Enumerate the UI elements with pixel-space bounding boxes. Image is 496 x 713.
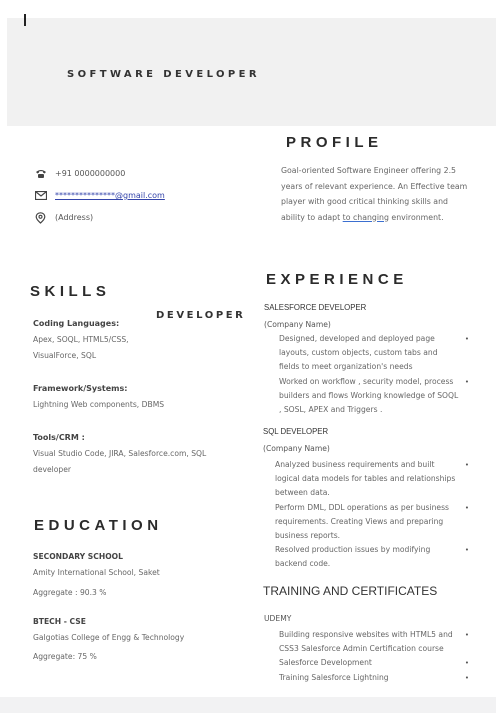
bullet-dot: • xyxy=(464,335,469,343)
contact-email-row xyxy=(34,190,165,201)
skill-group-text: Visual Studio Code, JIRA, Salesforce.com, SQL developer xyxy=(33,449,207,474)
bullet-dot: • xyxy=(464,631,469,639)
education-heading: EDUCATION xyxy=(34,517,163,534)
education-degree: BTECH - CSE xyxy=(33,617,86,626)
list-item xyxy=(275,543,469,571)
education-school: Amity International School, Saket xyxy=(33,568,160,577)
training-org: UDEMY xyxy=(264,614,292,623)
contact-address-row xyxy=(34,212,93,223)
bullet-text: Resolved production issues by modifying backend code. xyxy=(275,545,431,569)
training-list xyxy=(279,628,469,685)
list-item xyxy=(279,628,469,656)
role-bullets xyxy=(275,458,469,572)
bullet-dot: • xyxy=(464,673,469,682)
training-item-text: Building responsive websites with HTML5 and CSS3 Salesforce Admin Certification course xyxy=(279,630,453,654)
bullet-text: Worked on workflow , security model, process builders and flows Working knowledge of SOQL , SOSL, APEX and Triggers . xyxy=(279,376,459,415)
contact-phone-row xyxy=(34,168,125,179)
list-item xyxy=(275,458,469,501)
skill-group-text: Apex, SOQL, HTML5/CSS, VisualForce, SQL xyxy=(33,335,129,360)
training-item-text: Training Salesforce Lightning xyxy=(279,672,389,682)
list-item xyxy=(279,332,469,375)
company-name: (Company Name) xyxy=(264,320,331,329)
training-heading: TRAINING AND CERTIFICATES xyxy=(263,584,438,598)
bullet-dot: • xyxy=(464,546,469,555)
profile-heading: PROFILE xyxy=(286,134,383,151)
bullet-dot: • xyxy=(464,503,469,512)
bullet-dot: • xyxy=(464,377,469,386)
skill-group-heading: Tools/CRM : xyxy=(33,433,85,442)
location-pin-icon xyxy=(34,212,47,223)
text-cursor xyxy=(24,14,26,26)
page-bottom-margin xyxy=(0,697,496,713)
company-name: (Company Name) xyxy=(263,444,330,453)
job-title: SOFTWARE DEVELOPER xyxy=(67,69,260,80)
education-score: Aggregate: 75 % xyxy=(33,652,97,661)
skills-heading: SKILLS xyxy=(30,283,111,300)
profile-text-part-1: Goal-oriented Software Engineer offering 2.5 years of relevant experience. An Effective team player with good critical thinking skills and ability to adapt xyxy=(281,166,468,222)
list-item xyxy=(275,501,469,544)
list-item xyxy=(279,656,469,670)
phone-number: +91 0000000000 xyxy=(55,169,126,178)
bullet-dot: • xyxy=(464,659,469,668)
profile-summary xyxy=(281,163,473,225)
list-item xyxy=(279,375,469,418)
address-text: (Address) xyxy=(55,213,94,222)
list-item xyxy=(279,671,469,685)
bullet-dot: • xyxy=(464,461,469,469)
bullet-text: Designed, developed and deployed page layouts, custom objects, custom tabs and fields to meet organization's needs xyxy=(279,334,438,372)
education-score: Aggregate : 90.3 % xyxy=(33,588,107,597)
envelope-icon xyxy=(34,190,47,201)
role-title: SQL DEVELOPER xyxy=(263,427,329,436)
skill-group-text: Lightning Web components, DBMS xyxy=(33,400,165,409)
skills-subtitle: DEVELOPER xyxy=(156,310,246,321)
bullet-text: Perform DML, DDL operations as per business requirements. Creating Views and preparing business reports. xyxy=(275,502,449,541)
experience-heading: EXPERIENCE xyxy=(266,271,408,288)
role-title: SALESFORCE DEVELOPER xyxy=(264,303,367,312)
education-school: Galgotias College of Engg & Technology xyxy=(33,633,185,642)
bullet-text: Analyzed business requirements and built logical data models for tables and relationships between data. xyxy=(275,460,456,498)
profile-text-underlined: to changing xyxy=(342,212,389,222)
profile-text-part-2: environment. xyxy=(388,212,444,222)
email-link[interactable]: ***************@gmail.com xyxy=(55,191,165,200)
role-bullets xyxy=(279,332,469,417)
training-item-text: Salesforce Development xyxy=(279,658,372,668)
skill-group-heading: Coding Languages: xyxy=(33,319,120,328)
phone-icon xyxy=(34,168,47,179)
education-degree: SECONDARY SCHOOL xyxy=(33,552,123,561)
skill-group-heading: Framework/Systems: xyxy=(33,384,128,393)
